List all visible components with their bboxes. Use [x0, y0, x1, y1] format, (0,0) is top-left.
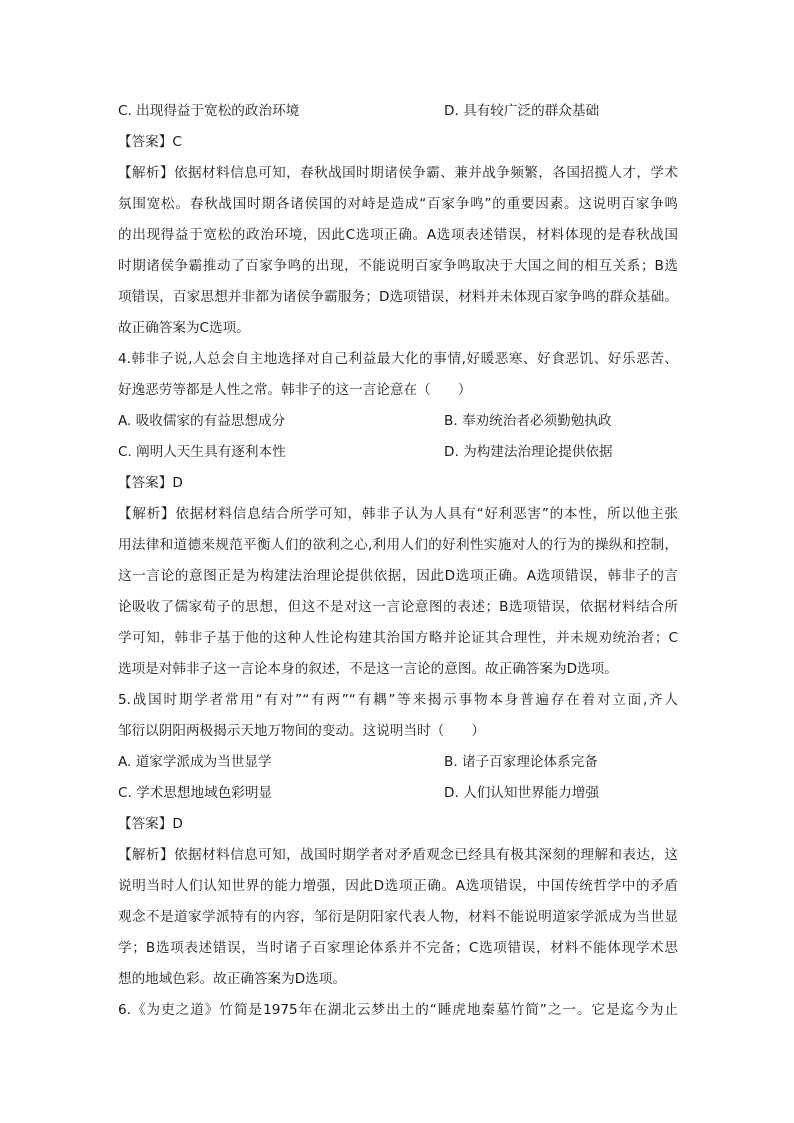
q5-analysis-line: 【解析】依据材料信息可知，战国时期学者对矛盾观念已经具有极其深刻的理解和表达，这 — [118, 847, 678, 863]
q3-analysis-line: 时期诸侯争霸推动了百家争鸣的出现，不能说明百家争鸣取决于大国之间的相互关系；B选 — [118, 258, 678, 274]
q5-stem-line: 邹衍以阴阳两极揭示天地万物间的变动。这说明当时（ ） — [118, 723, 486, 739]
q3-analysis-line: 氛围宽松。春秋战国时期各诸侯国的对峙是造成“百家争鸣”的重要因素。这说明百家争鸣 — [118, 196, 678, 212]
q4-option-b[interactable]: B. 奉劝统治者必须勤勉执政 — [444, 413, 612, 429]
q5-answer: 【答案】D — [118, 816, 183, 832]
q4-stem-line: 4.韩非子说,人总会自主地选择对自己利益最大化的事情,好暖恶寒、好食恶饥、好乐恶苦、 — [118, 351, 678, 367]
q4-analysis-line: 【解析】依据材料信息结合所学可知，韩非子认为人具有“好利恶害”的本性，所以他主张 — [118, 506, 678, 522]
document-page — [118, 96, 678, 1026]
q4-option-c[interactable]: C. 阐明人天生具有逐利本性 — [118, 444, 286, 460]
q3-analysis-line: 【解析】依据材料信息可知，春秋战国时期诸侯争霸、兼并战争频繁，各国招揽人才，学术 — [118, 165, 678, 181]
q4-option-d[interactable]: D. 为构建法治理论提供依据 — [444, 444, 613, 460]
q5-options-row-cd — [118, 778, 678, 809]
q3-option-c[interactable]: C. 出现得益于宽松的政治环境 — [118, 103, 300, 119]
q4-options-row-cd — [118, 437, 678, 468]
q4-analysis-line: 学可知，韩非子基于他的这种人性论构建其治国方略并论证其合理性，并未规劝统治者；C — [118, 630, 678, 646]
q3-analysis-line: 故正确答案为C选项。 — [118, 320, 250, 336]
q5-options-row-ab — [118, 747, 678, 778]
q5-option-d[interactable]: D. 人们认知世界能力增强 — [444, 785, 600, 801]
q3-analysis-line: 的出现得益于宽松的政治环境，因此C选项正确。A选项表述错误，材料体现的是春秋战国 — [118, 227, 678, 243]
q5-stem-line: 5.战国时期学者常用“有对”“有两”“有耦”等来揭示事物本身普遍存在着对立面,齐人 — [118, 692, 678, 708]
q5-analysis-line: 想的地域色彩。故正确答案为D选项。 — [118, 971, 346, 987]
q6-stem — [118, 995, 678, 1026]
q3-answer: 【答案】C — [118, 134, 182, 150]
q4-option-a[interactable]: A. 吸收儒家的有益思想成分 — [118, 413, 286, 429]
q6-stem-line: 6.《为吏之道》竹简是1975年在湖北云梦出土的“睡虎地秦墓竹简”之一。它是迄今为止 — [118, 1002, 678, 1018]
q4-stem-line: 好逸恶劳等都是人性之常。韩非子的这一言论意在（ ） — [118, 382, 472, 398]
q5-analysis-line: 观念不是道家学派特有的内容，邹衍是阴阳家代表人物，材料不能说明道家学派成为当世显 — [118, 909, 678, 925]
q3-option-d[interactable]: D. 具有较广泛的群众基础 — [444, 103, 600, 119]
q5-stem — [118, 685, 678, 747]
q4-analysis-line: 用法律和道德来规范平衡人们的欲利之心,利用人们的好利性实施对人的行为的操纵和控制， — [118, 537, 678, 553]
q5-option-a[interactable]: A. 道家学派成为当世显学 — [118, 754, 272, 770]
q5-option-c[interactable]: C. 学术思想地域色彩明显 — [118, 785, 273, 801]
q3-options-row-cd — [118, 96, 678, 127]
q4-stem — [118, 344, 678, 406]
q5-analysis-line: 学；B选项表述错误，当时诸子百家理论体系并不完备；C选项错误，材料不能体现学术思 — [118, 940, 678, 956]
q4-answer: 【答案】D — [118, 475, 183, 491]
q3-analysis — [118, 158, 678, 344]
q4-options-row-ab — [118, 406, 678, 437]
q4-analysis-line: 选项是对韩非子这一言论本身的叙述，不是这一言论的意图。故正确答案为D选项。 — [118, 661, 618, 677]
q5-analysis-line: 说明当时人们认知世界的能力增强，因此D选项正确。A选项错误，中国传统哲学中的矛盾 — [118, 878, 678, 894]
q4-analysis-line: 这一言论的意图正是为构建法治理论提供依据，因此D选项正确。A选项错误，韩非子的言 — [118, 568, 678, 584]
q5-option-b[interactable]: B. 诸子百家理论体系完备 — [444, 754, 598, 770]
q4-analysis-line: 论吸收了儒家荀子的思想，但这不是对这一言论意图的表述；B选项错误，依据材料结合所 — [118, 599, 678, 615]
q4-analysis — [118, 499, 678, 685]
q5-analysis — [118, 840, 678, 995]
q3-analysis-line: 项错误，百家思想并非都为诸侯争霸服务；D选项错误，材料并未体现百家争鸣的群众基础。 — [118, 289, 678, 305]
